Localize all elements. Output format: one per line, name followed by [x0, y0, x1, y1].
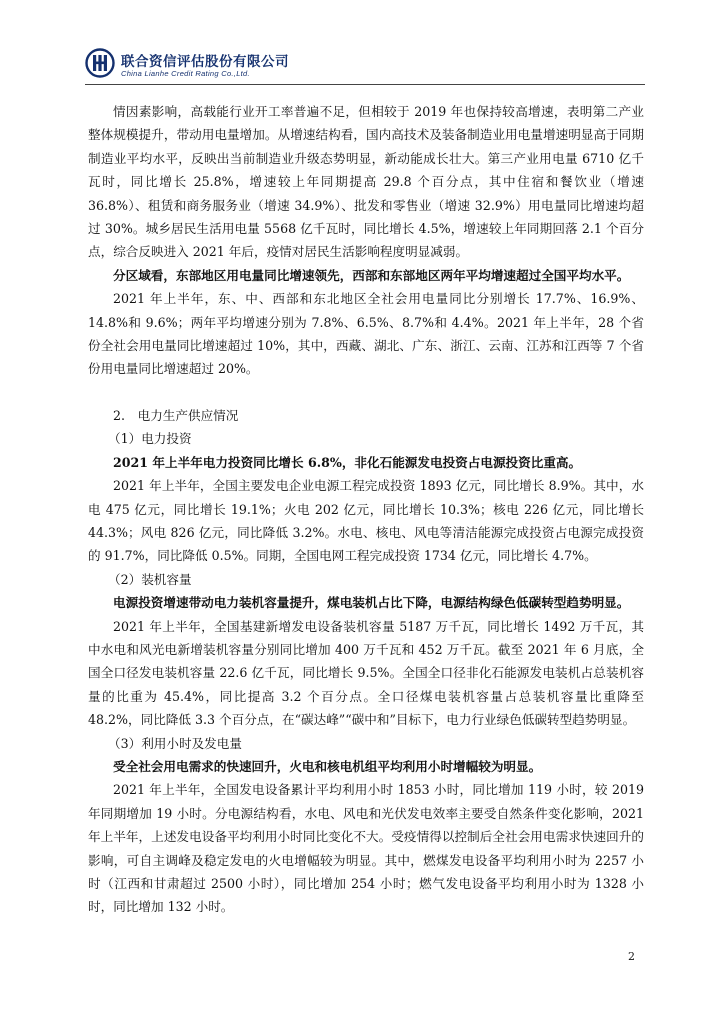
subsection-capacity: （2）装机容量 [108, 571, 192, 587]
utilization-summary-heading: 受全社会用电需求的快速回升，火电和核电机组平均利用小时增幅较为明显。 [113, 758, 542, 774]
page-header [85, 44, 645, 84]
page-number: 2 [628, 950, 635, 963]
investment-summary-heading: 2021 年上半年电力投资同比增长 6.8%，非化石能源发电投资占电源投资比重高。 [113, 454, 582, 470]
company-logo-icon [85, 48, 115, 78]
regional-summary-heading: 分区域看，东部地区用电量同比增速领先，西部和东部地区两年平均增速超过全国平均水平。 [113, 267, 630, 283]
capacity-summary-heading: 电源投资增速带动电力装机容量提升，煤电装机占比下降，电源结构绿色低碳转型趋势明显。 [113, 595, 630, 611]
paragraph-capacity: 2021 年上半年，全国基建新增发电设备装机容量 5187 万千瓦，同比增长 1492 万千瓦，其中水电和风光电新增装机容量分别同比增加 400 万千瓦和 452 万千瓦。截至 2021 年 6 月底，全国全口径发电装机容量 22.6 亿千瓦，同比增长 9.5%。全国全口径非化石能源发电装机占总装机容量的比重为 45.4%，同比提高 3.2 个百分点。全口径煤电装机容量占总装机容量比重降至 48.2%，同比降低 3.3 个百分点，在“碳达峰”“碳中和”目标下，电力行业绿色低碳转型趋势明显。 [88, 618, 644, 728]
subsection-utilization: （3）利用小时及发电量 [108, 735, 242, 751]
document-body [88, 100, 644, 919]
company-name-cn: 联合资信评估股份有限公司 [121, 54, 289, 70]
paragraph-third-industry: 情因素影响，高载能行业开工率普遍不足，但相较于 2019 年也保持较高增速，表明第二产业整体规模提升，带动用电量增加。从增速结构看，国内高技术及装备制造业用电量增速明显高于同期制造业平均水平，反映出当前制造业升级态势明显，新动能成长壮大。第三产业用电量 6710 亿千瓦时，同比增长 25.8%，增速较上年同期提高 29.8 个百分点，其中住宿和餐饮业（增速 36.8%）、租赁和商务服务业（增速 34.9%）、批发和零售业（增速 32.9%）用电量同比增速均超过 30%。城乡居民生活用电量 5568 亿千瓦时，同比增长 4.5%，增速较上年同期回落 2.1 个百分点，综合反映进入 2021 年后，疫情对居民生活影响程度明显减弱。 [88, 104, 644, 260]
header-divider [85, 84, 645, 85]
section-heading-2: 2. 电力生产供应情况 [113, 407, 239, 423]
paragraph-investment: 2021 年上半年，全国主要发电企业电源工程完成投资 1893 亿元，同比增长 8.9%。其中，水电 475 亿元，同比增长 19.1%；火电 202 亿元，同比增长 10.3%；核电 226 亿元，同比增长 44.3%；风电 826 亿元，同比降低 3.2%。水电、核电、风电等清洁能源完成投资占电源完成投资的 91.7%，同比降低 0.5%。同期，全国电网工程完成投资 1734 亿元，同比增长 4.7%。 [88, 478, 644, 564]
paragraph-utilization: 2021 年上半年，全国发电设备累计平均利用小时 1853 小时，同比增加 119 小时，较 2019 年同期增加 19 小时。分电源结构看，水电、风电和光伏发电效率主要受自然条件变化影响，2021 年上半年，上述发电设备平均利用小时同比变化不大。受疫情得以控制后全社会用电需求快速回升的影响，可自主调峰及稳定发电的火电增幅较为明显。其中，燃煤发电设备平均利用小时为 2257 小时（江西和甘肃超过 2500 小时），同比增加 254 小时；燃气发电设备平均利用小时为 1328 小时，同比增加 132 小时。 [88, 782, 644, 915]
company-name-en: China Lianhe Credit Rating Co.,Ltd. [121, 69, 250, 78]
subsection-investment: （1）电力投资 [108, 431, 192, 447]
paragraph-regional: 2021 年上半年，东、中、西部和东北地区全社会用电量同比分别增长 17.7%、16.9%、14.8%和 9.6%；两年平均增速分别为 7.8%、6.5%、8.7%和 4.4%。2021 年上半年，28 个省份全社会用电量同比增速超过 10%，其中，西藏、湖北、广东、浙江、云南、江苏和江西等 7 个省份用电量同比增速超过 20%。 [88, 291, 644, 377]
